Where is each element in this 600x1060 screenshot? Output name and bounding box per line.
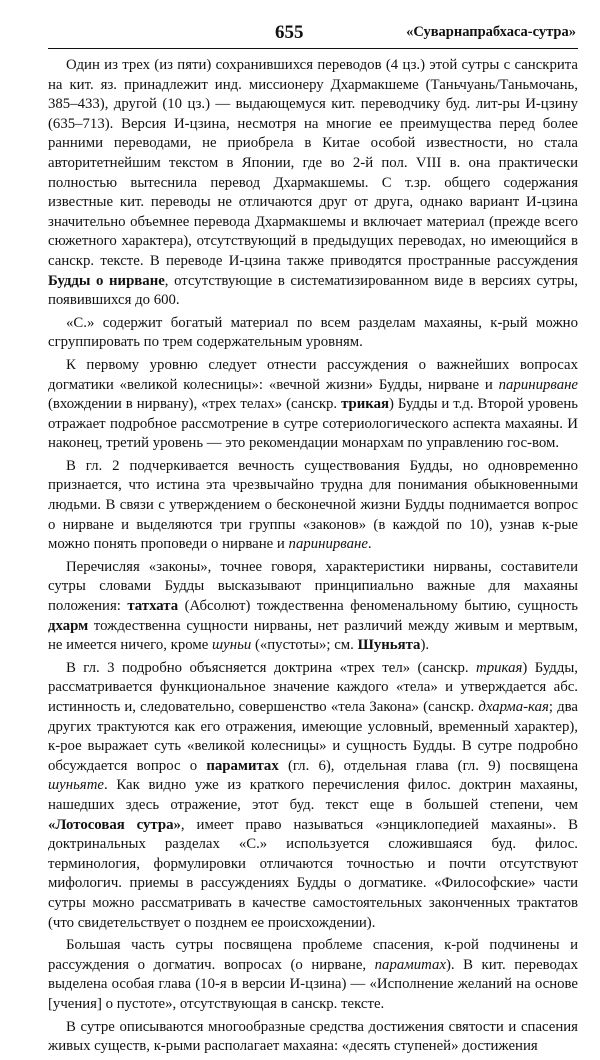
paragraph-4: В гл. 2 подчеркивается вечность существования Будды, но одновременно признается, что истина эта чрезвычайно трудна для понимания обыкновенными людьми. В связи с утверждением о бесконечной жизни Будды поднимается вопрос о нирване и выделяются три группы «законов» (в каждой по 10), узнав к-рые можно понять проповеди о нирване и паринирване. — [48, 457, 578, 553]
term-paramitah-italic: парамитах — [374, 956, 446, 973]
page-number: 655 — [275, 22, 304, 43]
term-nirvane: нирване — [109, 272, 165, 289]
term-paramitah: парамитах — [206, 757, 279, 774]
term-tathata: татхата — [127, 598, 179, 615]
term-trikaya: трикая — [341, 396, 389, 413]
term-parinirvane: паринирване — [288, 536, 368, 553]
term-shunyi: шуньи — [212, 637, 252, 654]
term-lotus-sutra: «Лотосовая сутра» — [48, 816, 181, 833]
term-parinirvane: паринирване — [498, 376, 579, 393]
paragraph-5: Перечисляя «законы», точнее говоря, характеристики нирваны, составители сутры словами Будды высказывают принципиально важные для махаяны положения: татхата (Абсолют) тождественна феноменальному бытию, сущность дхарм тождественна сущности нирваны, нет различий между живым и мертвым, не имеется ничего, кроме шуньи («пустоты»; см. Шуньята). — [48, 558, 578, 654]
term-shunyate: шуньяте — [48, 777, 104, 794]
term-trikaya-italic: трикая — [476, 659, 523, 676]
paragraph-3: К первому уровню следует отнести рассуждения о важнейших вопросах догматики «великой колесницы»: «вечной жизни» Будды, нирване и паринирване (вхождении в нирвану), «трех телах» (санскр. трикая) Будды и т.д. Второй уровень отражает подробное рассмотрение в сутре сотериологического аспекта махаяны. И наконец, третий уровень — это рекомендации монархам по управлению гос-вом. — [48, 356, 579, 452]
header-rule — [48, 48, 578, 49]
paragraph-6: В гл. 3 подробно объясняется доктрина «трех тел» (санскр. трикая) Будды, рассматривается функциональное значение каждого «тела» и утверждается абс. истинность и, следовательно, совершенство «тела Закона» (санскр. дхарма-кая; два других трактуются как его отражения, имеющие условный, временный характер), к-рое выражает суть «великой колесницы» и сущность Будды. В сутре подробно обсуждается вопрос о парамитах (гл. 6), отдельная глава (гл. 9) посвящена шуньяте. Как видно уже из краткого перечисления филос. доктрин махаяны, нашедших здесь отражение, этот буд. текст еще в большей степени, чем «Лотосовая сутра», имеет право называться «энциклопедией махаяны». В доктринальных разделах «С.» используется сложившаяся буд. филос. терминология, формулировки отличаются точностью и почти отсутствуют мифологич. приемы в рассуждениях Будды о догматике. «Философские» части сутры можно рассматривать в качестве самостоятельных законченных трактатов (что свидетельствует о позднем ее происхождении). — [48, 659, 579, 931]
term-buddy: Будды — [48, 272, 91, 289]
term-shunyata: Шуньята — [357, 637, 421, 654]
paragraph-2: «С.» содержит богатый материал по всем разделам махаяны, к-рый можно сгруппировать по трем содержательным уровням. — [48, 314, 578, 351]
term-dharma-kaya: дхарма-кая — [478, 699, 549, 715]
article-body — [48, 56, 578, 1060]
term-dharm: дхарм — [48, 617, 89, 634]
paragraph-1: Один из трех (из пяти) сохранившихся переводов (4 цз.) этой сутры с санскрита на кит. яз. принадлежит инд. миссионеру Дхармакшеме (Таньчуань/Таньмочань, 385–433), другой (10 цз.) — выдающемуся кит. переводчику буд. лит-ры И-цзину (635–713). Версия И-цзина, несмотря на многие ее преимущества перед более ранними переводами, не приобрела в Китае особой известности, но стала авторитетнейшим текстом в Японии, где во 2-й пол. VIII в. она практически полностью вытеснила перевод Дхармакшемы. С т.зр. общего содержания известные кит. переводы не отличаются друг от друга, однако вариант И-цзина значительно объемнее перевода Дхармакшемы и включает материал (прежде всего сюжетного характера), отсутствующий в предыдущих переводах, но имеющийся в санскр. тексте. В переводе И-цзина также приводятся пространные рассуждения Будды о нирване, отсутствующие в систематизированном виде в версиях сутры, появившихся до 600. — [48, 57, 578, 309]
page-header — [0, 22, 600, 48]
paragraph-8: В сутре описываются многообразные средства достижения святости и спасения живых существ, к-рыми располагает махаяна: «десять ступеней» достижения — [48, 1018, 578, 1055]
paragraph-7: Большая часть сутры посвящена проблеме спасения, к-рой подчинены и рассуждения о догматич. вопросах (о нирване, парамитах). В кит. переводах выделена особая глава (10-я в версии И-цзина) — «Исполнение желаний на основе [учения] о пустоте», отсутствующая в санскр. тексте. — [48, 937, 579, 1012]
running-head-title: «Суварнапрабхаса-сутра» — [406, 24, 576, 40]
